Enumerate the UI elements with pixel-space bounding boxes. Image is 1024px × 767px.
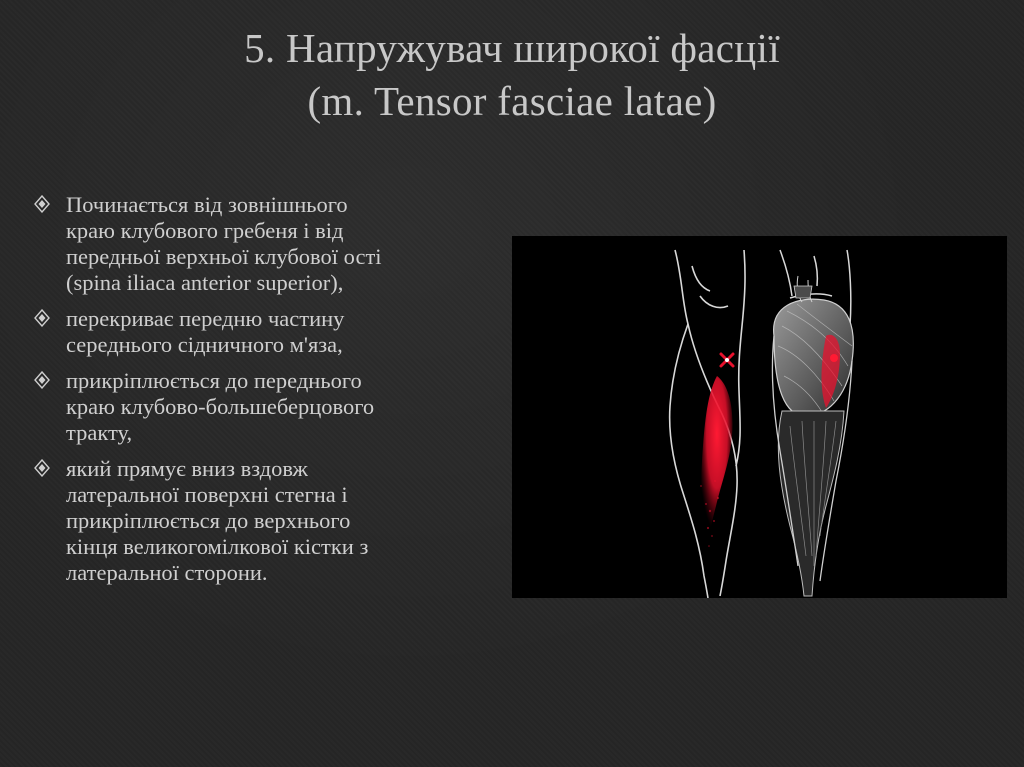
- diamond-bullet-icon: [34, 371, 50, 389]
- title-line-2: (m. Tensor fasciae latae): [307, 78, 717, 124]
- diamond-bullet-icon: [34, 195, 50, 213]
- slide-title: [60, 22, 964, 128]
- right-leg-muscles: [774, 276, 854, 596]
- bullet-item: [32, 368, 502, 446]
- left-leg-pain-zone: [700, 376, 732, 547]
- diamond-bullet-icon: [34, 459, 50, 477]
- trigger-point-dot-icon: [830, 354, 838, 362]
- bullet-list: [32, 192, 502, 596]
- trigger-point-center: [725, 358, 729, 362]
- diamond-bullet-icon: [34, 309, 50, 327]
- bullet-text: який прямує вниз вздовж латеральної поверхні стегна і прикріплюється до верхнього кінця великогомілкової кістки з латеральної сторони.: [66, 456, 369, 585]
- title-line-1: 5. Напружувач широкої фасції: [244, 25, 780, 71]
- bullet-text: прикріплюється до переднього краю клубово-большеберцового тракту,: [66, 368, 375, 445]
- bullet-item: [32, 456, 502, 586]
- leg-muscle-icon: [512, 236, 1007, 598]
- bullet-text: Починається від зовнішнього краю клубового гребеня і від передньої верхньої клубової ості (spina iliaca anterior superior),: [66, 192, 382, 295]
- bullet-item: [32, 192, 502, 296]
- leg-muscle-illustration: [512, 236, 1007, 598]
- bullet-item: [32, 306, 502, 358]
- bullet-text: перекриває передню частину середнього сідничного м'яза,: [66, 306, 345, 357]
